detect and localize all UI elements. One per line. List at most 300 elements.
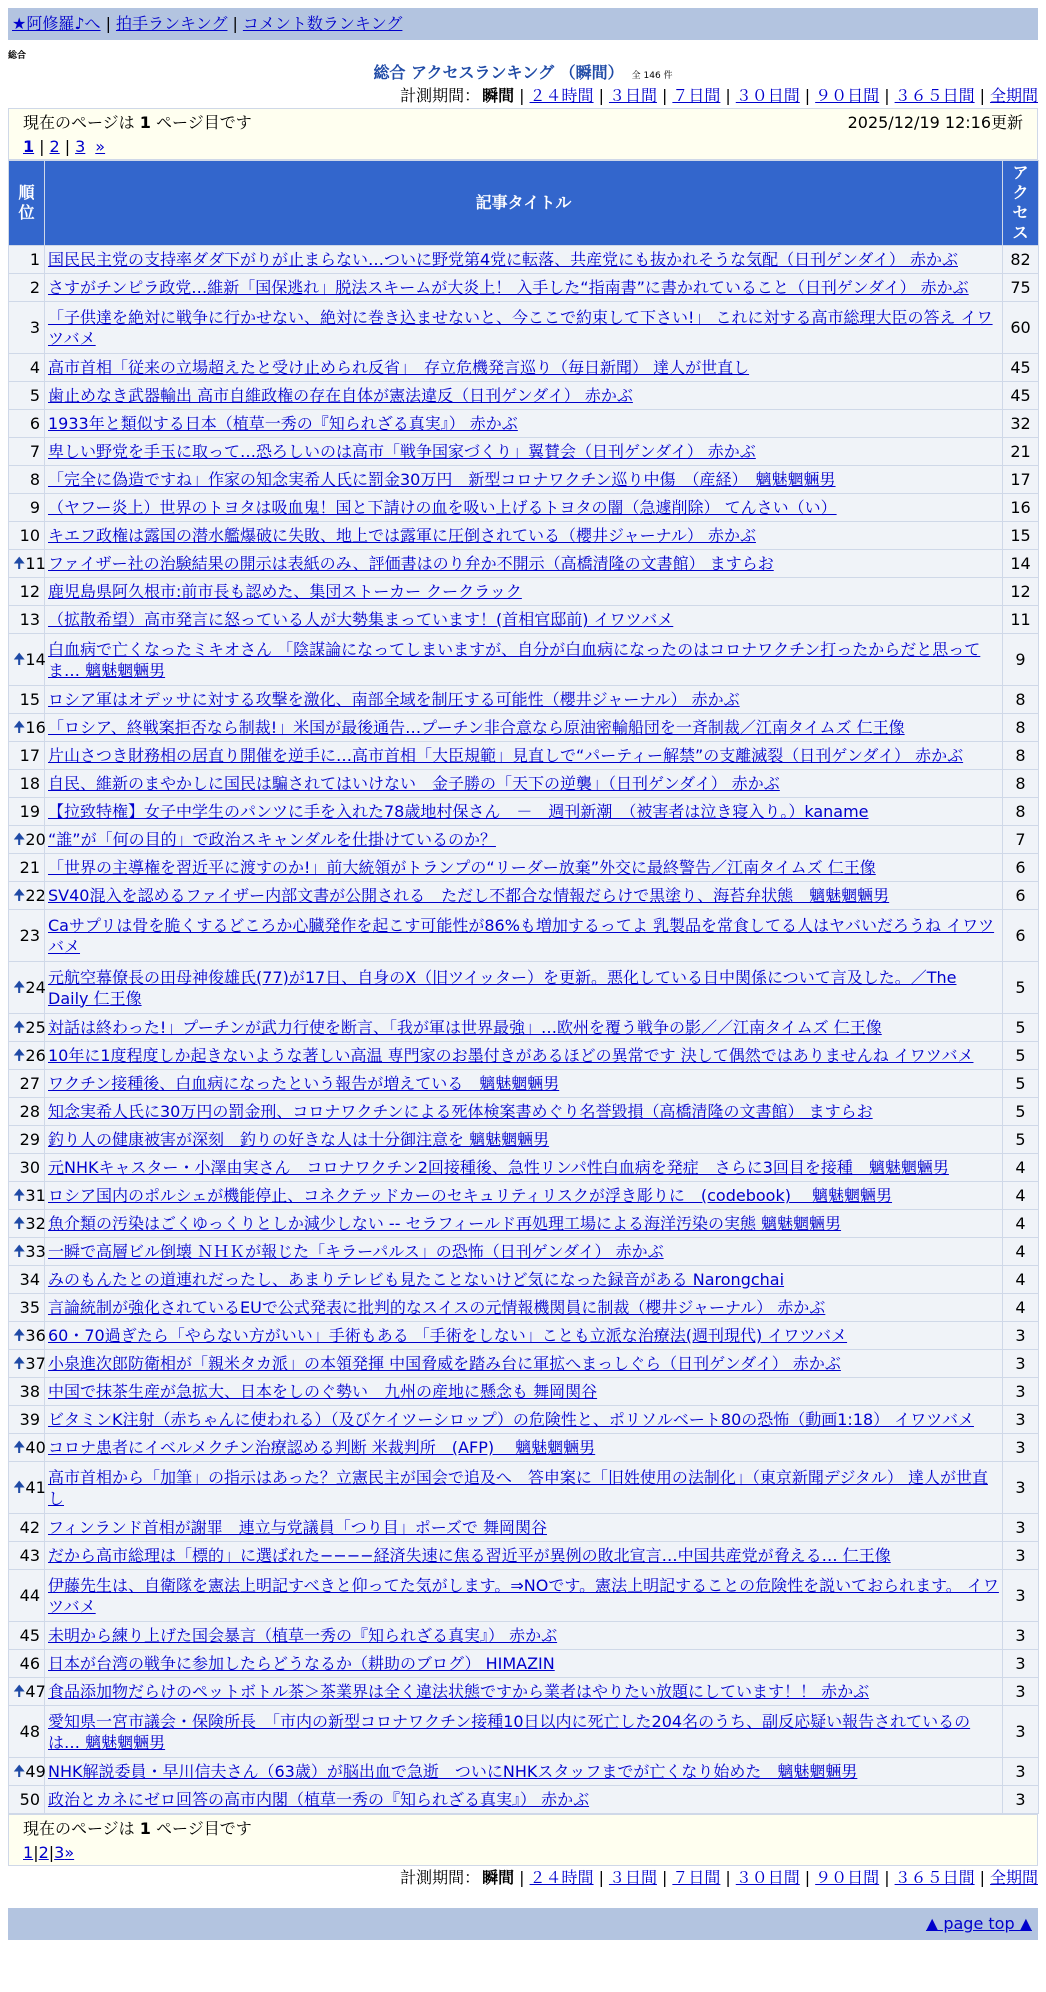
article-title-link[interactable]: ファイザー社の治験結果の開示は表紙のみ、評価書はのり弁か不開示（高橋清隆の文書館） ますらお [48, 554, 774, 573]
rank-number: 48 [19, 1722, 40, 1741]
article-title-link[interactable]: 歯止めなき武器輸出 高市自維政権の存在自体が憲法違反（日刊ゲンダイ） 赤かぶ [48, 386, 633, 405]
access-count: 8 [1003, 714, 1039, 742]
rank-cell [9, 1786, 45, 1814]
article-title-link[interactable]: Caサプリは骨を脆くするどころか心臓発作を起こす可能性が86%も増加するってよ 乳製品を常食してる人はヤバいだろうね イワツバメ [48, 915, 995, 956]
access-count: 8 [1003, 798, 1039, 826]
rank-number: 15 [19, 690, 40, 709]
period-link[interactable]: ３日間 [608, 86, 657, 105]
title-cell [45, 494, 1003, 522]
period-label: 計測期間： [400, 86, 481, 105]
table-row [9, 466, 1039, 494]
page-link[interactable]: 2 [49, 137, 60, 156]
rank-number: 34 [19, 1270, 40, 1289]
rank-cell [9, 274, 45, 302]
table-row [9, 1126, 1039, 1154]
rank-cell [9, 1622, 45, 1650]
title-cell [45, 742, 1003, 770]
access-count: 4 [1003, 1238, 1039, 1266]
table-row [9, 1070, 1039, 1098]
access-count: 9 [1003, 634, 1039, 686]
page-separator: | [64, 137, 71, 156]
rank-number: 47 [25, 1682, 46, 1701]
article-title-link[interactable]: 「完全に偽造ですね」作家の知念実希人氏に罰金30万円 新型コロナワクチン巡り中傷 （産経） 魑魅魍魎男 [48, 470, 836, 489]
title-cell [45, 1678, 1003, 1706]
rank-cell [9, 1210, 45, 1238]
article-title-link[interactable]: 日本が台湾の戦争に参加したらどうなるか（耕助のブログ） HIMAZIN [48, 1654, 555, 1673]
rank-cell [9, 714, 45, 742]
access-count: 5 [1003, 1042, 1039, 1070]
rank-number: 22 [25, 886, 46, 905]
table-row [9, 274, 1039, 302]
access-count: 5 [1003, 1070, 1039, 1098]
rank-up-arrow-icon: 🠉 [13, 1046, 26, 1064]
period-separator: | [598, 86, 604, 105]
rank-number: 27 [19, 1074, 40, 1093]
rank-cell [9, 606, 45, 634]
period-link[interactable]: ２４時間 [529, 86, 594, 105]
page-separator: | [48, 1843, 55, 1862]
rank-number: 28 [19, 1102, 40, 1121]
table-row [9, 1758, 1039, 1786]
table-row [9, 826, 1039, 854]
title-cell [45, 274, 1003, 302]
article-title-link[interactable]: 魚介類の汚染はごくゆっくりとしか減少しない -- セラフィールド再処理工場による海洋汚染の実態 魑魅魍魎男 [48, 1214, 842, 1233]
table-row [9, 494, 1039, 522]
article-title-link[interactable]: （ヤフー炎上）世界のトヨタは吸血鬼！国と下請けの血を吸い上げるトヨタの闇（急遽削除） てんさい（い） [48, 498, 837, 517]
title-cell [45, 410, 1003, 438]
period-link[interactable]: ２４時間 [529, 1868, 594, 1887]
article-title-link[interactable]: 高市首相から「加筆」の指示はあった？立憲民主が国会で追及へ 答申案に「旧姓使用の法制化」（東京新聞デジタル） 達人が世直し [48, 1467, 988, 1508]
article-title-link[interactable]: SV40混入を認めるファイザー内部文書が公開される ただし不都合な情報だらけで黒塗り、海苔弁状態 魑魅魍魎男 [48, 886, 890, 905]
period-current: 瞬間 [482, 1868, 515, 1887]
page-separator: | [33, 1843, 39, 1862]
period-link[interactable]: ９０日間 [815, 86, 880, 105]
period-link[interactable]: ７日間 [672, 1868, 721, 1887]
rank-number: 18 [19, 774, 40, 793]
article-title-link[interactable]: 国民民主党の支持率ダダ下がりが止まらない…ついに野党第4党に転落、共産党にも抜かれそうな気配（日刊ゲンダイ） 赤かぶ [48, 250, 958, 269]
rank-cell [9, 246, 45, 274]
pager-bottom [8, 1814, 1038, 1866]
title-cell [45, 382, 1003, 410]
period-separator: | [519, 1868, 525, 1887]
period-link[interactable]: ３６５日間 [894, 1868, 975, 1887]
rank-number: 31 [25, 1186, 46, 1205]
table-row [9, 1042, 1039, 1070]
page-separator: | [39, 137, 45, 156]
period-link[interactable]: 全期間 [989, 86, 1038, 105]
title-cell [45, 770, 1003, 798]
article-title-link[interactable]: ロシア国内のポルシェが機能停止、コネクテッドカーのセキュリティリスクが浮き彫りに (codebook) 魑魅魍魎男 [48, 1186, 893, 1205]
access-count: 82 [1003, 246, 1039, 274]
rank-cell [9, 634, 45, 686]
title-cell [45, 798, 1003, 826]
period-label: 計測期間： [400, 1868, 481, 1887]
rank-number: 44 [19, 1586, 40, 1605]
access-count: 5 [1003, 962, 1039, 1014]
ranking-heading [8, 62, 1038, 84]
table-row [9, 798, 1039, 826]
rank-up-arrow-icon: 🠉 [13, 1762, 26, 1780]
title-cell [45, 826, 1003, 854]
access-count: 5 [1003, 1126, 1039, 1154]
rank-number: 38 [19, 1382, 40, 1401]
page-link-current[interactable]: 1 [23, 137, 35, 156]
table-row [9, 1238, 1039, 1266]
article-title-link[interactable]: だから高市総理は「標的」に選ばれた−−−−経済失速に焦る習近平が異例の敗北宣言…中国共産党が脅える… 仁王像 [48, 1546, 891, 1565]
rank-number: 40 [25, 1438, 46, 1457]
rank-cell [9, 1758, 45, 1786]
applause-ranking-link[interactable]: 拍手ランキング [115, 14, 228, 33]
rank-number: 19 [19, 802, 40, 821]
rank-number: 6 [29, 414, 40, 433]
article-title-link[interactable]: みのもんたとの道連れだったし、あまりテレビも見たことないけど気になった録音がある Narongchai [48, 1270, 785, 1289]
title-cell [45, 246, 1003, 274]
article-title-link[interactable]: 未明から練り上げた国会暴言（植草一秀の『知られざる真実』） 赤かぶ [48, 1626, 558, 1645]
article-title-link[interactable]: NHK解説委員・早川信夫さん（63歳）が脳出血で急逝 ついにNHKスタッフまでが亡くなり始めた 魑魅魍魎男 [48, 1762, 858, 1781]
rank-cell [9, 382, 45, 410]
table-row [9, 910, 1039, 962]
access-count: 3 [1003, 1678, 1039, 1706]
rank-cell [9, 910, 45, 962]
article-title-link[interactable]: 元航空幕僚長の田母神俊雄氏(77)が17日、自身のX（旧ツイッター）を更新。悪化している日中関係について言及した。／The Daily 仁王像 [48, 967, 957, 1008]
rank-cell [9, 494, 45, 522]
rank-up-arrow-icon: 🠉 [13, 886, 26, 904]
period-separator: | [884, 86, 890, 105]
rank-number: 29 [19, 1130, 40, 1149]
rank-cell [9, 1294, 45, 1322]
article-title-link[interactable]: 【拉致特権】女子中学生のパンツに手を入れた78歳地村保さん － 週刊新潮 （被害者は泣き寝入り。）kaname [48, 802, 869, 821]
table-row [9, 382, 1039, 410]
title-cell [45, 1434, 1003, 1462]
table-row [9, 1266, 1039, 1294]
page-info-suffix: ページ目です [156, 113, 252, 132]
article-title-link[interactable]: “誰”が「何の目的」で政治スキャンダルを仕掛けているのか？ [48, 830, 496, 849]
table-row [9, 1434, 1039, 1462]
rank-number: 37 [25, 1354, 46, 1373]
title-cell [45, 302, 1003, 354]
table-row [9, 714, 1039, 742]
access-count: 5 [1003, 1014, 1039, 1042]
rank-number: 32 [25, 1214, 46, 1233]
article-title-link[interactable]: 「子供達を絶対に戦争に行かせない、絶対に巻き込ませないと、今ここで約束して下さい!」 これに対する高市総理大臣の答え イワツバメ [48, 307, 993, 348]
title-cell [45, 962, 1003, 1014]
page-info-prefix: 現在のページは [23, 1819, 135, 1838]
article-title-link[interactable]: 対話は終わった!」プーチンが武力行使を断言、「我が軍は世界最強」…欧州を覆う戦争の影／／江南タイムズ 仁王像 [48, 1018, 882, 1037]
rank-number: 50 [19, 1790, 40, 1809]
page-info-prefix: 現在のページは [23, 113, 135, 132]
article-title-link[interactable]: 言論統制が強化されているEUで公式発表に批判的なスイスの元情報機関員に制裁（櫻井ジャーナル） 赤かぶ [48, 1298, 826, 1317]
ranking-table [8, 160, 1039, 1814]
title-cell [45, 522, 1003, 550]
article-title-link[interactable]: 「ロシア、終戦案拒否なら制裁!」米国が最後通告…プーチン非合意なら原油密輸船団を一斉制裁／江南タイムズ 仁王像 [48, 718, 905, 737]
rank-up-arrow-icon: 🠉 [13, 1186, 26, 1204]
period-link[interactable]: 全期間 [989, 1868, 1038, 1887]
article-title-link[interactable]: コロナ患者にイベルメクチン治療認める判断 米裁判所 (AFP) 魑魅魍魎男 [48, 1438, 596, 1457]
period-separator: | [661, 86, 668, 105]
rank-number: 30 [19, 1158, 40, 1177]
period-separator: | [519, 86, 525, 105]
article-title-link[interactable]: キエフ政権は露国の潜水艦爆破に失敗、地上では露軍に圧倒されている（櫻井ジャーナル） 赤かぶ [48, 526, 756, 545]
rank-up-arrow-icon: 🠉 [13, 718, 26, 736]
rank-number: 33 [25, 1242, 46, 1261]
comment-ranking-link[interactable]: コメント数ランキング [242, 14, 403, 33]
rank-number: 17 [19, 746, 40, 765]
title-cell [45, 910, 1003, 962]
period-current: 瞬間 [482, 86, 515, 105]
period-separator: | [725, 86, 731, 105]
article-title-link[interactable]: 元NHKキャスター・小澤由実さん コロナワクチン2回接種後、急性リンパ性白血病を発症 さらに3回目を接種 魑魅魍魎男 [48, 1158, 949, 1177]
title-cell [45, 1266, 1003, 1294]
rank-cell [9, 1070, 45, 1098]
access-count: 14 [1003, 550, 1039, 578]
updated-timestamp: 2025/12/19 12:16更新 [847, 113, 1023, 132]
rank-up-arrow-icon: 🠉 [13, 1682, 26, 1700]
period-link[interactable]: ３日間 [608, 1868, 657, 1887]
rank-cell [9, 962, 45, 1014]
access-count: 12 [1003, 578, 1039, 606]
pagination [23, 135, 1023, 159]
bottom-bar [8, 1908, 1038, 1940]
article-title-link[interactable]: 1933年と類似する日本（植草一秀の『知られざる真実』） 赤かぶ [48, 414, 518, 433]
page-link[interactable]: 3 [75, 137, 86, 156]
page-top-link[interactable]: ▲ page top ▲ [925, 1914, 1032, 1933]
access-count: 6 [1003, 882, 1039, 910]
rank-up-arrow-icon: 🠉 [13, 1242, 26, 1260]
title-cell [45, 686, 1003, 714]
table-row [9, 854, 1039, 882]
access-count: 3 [1003, 1322, 1039, 1350]
rank-cell [9, 1238, 45, 1266]
rank-cell [9, 1266, 45, 1294]
access-count: 3 [1003, 1650, 1039, 1678]
article-title-link[interactable]: 釣り人の健康被害が深刻 釣りの好きな人は十分御注意を 魑魅魍魎男 [48, 1130, 550, 1149]
rank-number: 20 [25, 830, 46, 849]
rank-number: 39 [19, 1410, 40, 1429]
rank-cell [9, 1126, 45, 1154]
title-cell [45, 634, 1003, 686]
title-cell [45, 1514, 1003, 1542]
title-cell [45, 1406, 1003, 1434]
table-row [9, 742, 1039, 770]
article-title-link[interactable]: 白血病で亡くなったミキオさん 「陰謀論になってしまいますが、自分が白血病になったのはコロナワクチン打ったからだと思ってま… 魑魅魍魎男 [48, 639, 981, 680]
title-cell [45, 1462, 1003, 1514]
ranking-rows [9, 246, 1039, 1814]
rank-number: 25 [25, 1018, 46, 1037]
access-count: 32 [1003, 410, 1039, 438]
rank-number: 12 [19, 582, 40, 601]
rank-cell [9, 742, 45, 770]
access-count: 8 [1003, 686, 1039, 714]
access-count: 3 [1003, 1350, 1039, 1378]
rank-number: 3 [29, 318, 40, 337]
period-selector-top [8, 84, 1038, 108]
page-next-link[interactable]: » [64, 1843, 75, 1862]
table-row [9, 634, 1039, 686]
article-title-link[interactable]: 「世界の主導権を習近平に渡すのか!」前大統領がトランプの“リーダー放棄”外交に最終警告／江南タイムズ 仁王像 [48, 858, 876, 877]
access-count: 8 [1003, 742, 1039, 770]
access-count: 6 [1003, 854, 1039, 882]
table-row [9, 1378, 1039, 1406]
rank-up-arrow-icon: 🠉 [13, 1018, 26, 1036]
table-row [9, 1514, 1039, 1542]
table-row [9, 1462, 1039, 1514]
access-count: 4 [1003, 1182, 1039, 1210]
table-row [9, 1706, 1039, 1758]
rank-up-arrow-icon: 🠉 [13, 1478, 26, 1496]
access-count: 3 [1003, 1514, 1039, 1542]
page-info-suffix: ページ目です [156, 1819, 252, 1838]
period-links [514, 86, 1038, 105]
article-title-link[interactable]: 食品添加物だらけのペットボトル茶＞茶業界は全く違法状態ですから業者はやりたい放題にしています！！ 赤かぶ [48, 1682, 870, 1701]
title-cell [45, 1154, 1003, 1182]
title-cell [45, 550, 1003, 578]
table-row [9, 1650, 1039, 1678]
article-title-link[interactable]: さすがチンピラ政党…維新「国保逃れ」脱法スキームが大炎上！ 入手した“指南書”に書かれていること（日刊ゲンダイ） 赤かぶ [48, 278, 969, 297]
title-cell [45, 1098, 1003, 1126]
table-row [9, 882, 1039, 910]
access-count: 3 [1003, 1786, 1039, 1814]
access-count: 11 [1003, 606, 1039, 634]
rank-up-arrow-icon: 🠉 [13, 554, 26, 572]
period-link[interactable]: ３６５日間 [894, 86, 975, 105]
article-title-link[interactable]: 一瞬で高層ビル倒壊 ＮＨＫが報じた「キラーパルス」の恐怖（日刊ゲンダイ） 赤かぶ [48, 1242, 664, 1261]
rank-number: 1 [29, 250, 40, 269]
table-row [9, 354, 1039, 382]
table-row [9, 1294, 1039, 1322]
table-row [9, 1098, 1039, 1126]
table-row [9, 1182, 1039, 1210]
table-row [9, 1786, 1039, 1814]
access-count: 21 [1003, 438, 1039, 466]
rank-cell [9, 1322, 45, 1350]
article-title-link[interactable]: ロシア軍はオデッサに対する攻撃を激化、南部全域を制圧する可能性（櫻井ジャーナル） 赤かぶ [48, 690, 740, 709]
home-link[interactable]: ★阿修羅♪へ [12, 14, 101, 33]
table-row [9, 438, 1039, 466]
rank-number: 9 [29, 498, 40, 517]
table-row [9, 1154, 1039, 1182]
period-selector-bottom [8, 1866, 1038, 1890]
table-row [9, 1570, 1039, 1622]
access-count: 3 [1003, 1406, 1039, 1434]
page-link[interactable]: 2 [38, 1843, 49, 1862]
rank-number: 5 [29, 386, 40, 405]
rank-cell [9, 1570, 45, 1622]
period-link[interactable]: ３０日間 [735, 86, 800, 105]
article-title-link[interactable]: 卑しい野党を手玉に取って…恐ろしいのは高市「戦争国家づくり」翼賛会（日刊ゲンダイ） 赤かぶ [48, 442, 756, 461]
table-row [9, 1322, 1039, 1350]
article-title-link[interactable]: （拡散希望）高市発言に怒っている人が大勢集まっています！(首相官邸前) イワツバメ [48, 610, 674, 629]
table-row [9, 246, 1039, 274]
article-title-link[interactable]: 10年に1度程度しか起きないような著しい高温 専門家のお墨付きがあるほどの異常です 決して偶然ではありませんね イワツバメ [48, 1046, 974, 1065]
pagination [23, 1841, 1023, 1865]
table-row [9, 1542, 1039, 1570]
page-info-number: 1 [139, 1819, 151, 1838]
article-title-link[interactable]: 60・70過ぎたら「やらない方がいい」手術もある 「手術をしない」ことも立派な治療法(週刊現代) イワツバメ [48, 1326, 848, 1345]
page-link-current[interactable]: 1 [23, 1843, 34, 1862]
article-title-link[interactable]: フィンランド首相が謝罪 連立与党議員「つり目」ポーズで 舞岡関谷 [48, 1518, 548, 1537]
article-title-link[interactable]: 政治とカネにゼロ回答の高市内閣（植草一秀の『知られざる真実』） 赤かぶ [48, 1790, 590, 1809]
period-link[interactable]: ９０日間 [815, 1868, 880, 1887]
article-title-link[interactable]: 鹿児島県阿久根市:前市長も認めた、集団ストーカー クークラック [48, 582, 522, 601]
rank-cell [9, 1154, 45, 1182]
title-cell [45, 1294, 1003, 1322]
period-links [514, 1868, 1038, 1887]
title-cell [45, 1238, 1003, 1266]
title-cell [45, 354, 1003, 382]
rank-up-arrow-icon: 🠉 [13, 830, 26, 848]
rank-number: 26 [25, 1046, 46, 1065]
nav-separator: | [232, 14, 238, 33]
rank-cell [9, 1014, 45, 1042]
rank-number: 16 [25, 718, 46, 737]
page-next-link[interactable]: » [95, 137, 106, 156]
article-title-link[interactable]: 伊藤先生は、自衛隊を憲法上明記すべきと仰ってた気がします。⇒NOです。憲法上明記することの危険性を説いておられます。 イワツバメ [48, 1575, 999, 1616]
access-count: 8 [1003, 770, 1039, 798]
rank-cell [9, 1182, 45, 1210]
rank-cell [9, 410, 45, 438]
title-cell [45, 1542, 1003, 1570]
access-count: 3 [1003, 1570, 1039, 1622]
page-link[interactable]: 3 [54, 1843, 65, 1862]
table-row [9, 302, 1039, 354]
period-separator: | [725, 1868, 731, 1887]
rank-cell [9, 1378, 45, 1406]
table-row [9, 770, 1039, 798]
article-title-link[interactable]: 高市首相「従来の立場超えたと受け止められ反省」 存立危機発言巡り（毎日新聞） 達人が世直し [48, 358, 750, 377]
title-cell [45, 578, 1003, 606]
access-count: 6 [1003, 910, 1039, 962]
rank-up-arrow-icon: 🠉 [13, 1354, 26, 1372]
period-link[interactable]: ３０日間 [735, 1868, 800, 1887]
access-count: 3 [1003, 1378, 1039, 1406]
rank-number: 35 [19, 1298, 40, 1317]
article-title-link[interactable]: 知念実希人氏に30万円の罰金刑、コロナワクチンによる死体検案書めぐり名誉毀損（高橋清隆の文書館） ますらお [48, 1102, 873, 1121]
rank-number: 46 [19, 1654, 40, 1673]
table-row [9, 686, 1039, 714]
col-header-title: 記事タイトル [45, 161, 1003, 246]
rank-up-arrow-icon: 🠉 [13, 978, 26, 996]
title-cell [45, 1014, 1003, 1042]
article-title-link[interactable]: 自民、維新のまやかしに国民は騙されてはいけない 金子勝の「天下の逆襲」（日刊ゲンダイ） 赤かぶ [48, 774, 780, 793]
pager-top [8, 108, 1038, 160]
table-row [9, 410, 1039, 438]
article-title-link[interactable]: 片山さつき財務相の居直り開催を逆手に…高市首相「大臣規範」見直しで“パーティー解禁”の支離滅裂（日刊ゲンダイ） 赤かぶ [48, 746, 964, 765]
article-title-link[interactable]: ワクチン接種後、白血病になったという報告が増えている 魑魅魍魎男 [48, 1074, 560, 1093]
rank-cell [9, 1098, 45, 1126]
period-separator: | [979, 86, 985, 105]
rank-up-arrow-icon: 🠉 [13, 1214, 26, 1232]
table-row [9, 962, 1039, 1014]
article-title-link[interactable]: 小泉進次郎防衛相が「親米タカ派」の本領発揮 中国脅威を踏み台に軍拡へまっしぐら（日刊ゲンダイ） 赤かぶ [48, 1354, 841, 1373]
article-title-link[interactable]: 愛知県一宮市議会・保険所長 「市内の新型コロナワクチン接種10日以内に死亡した204名のうち、副反応疑い報告されているのは… 魑魅魍魎男 [48, 1711, 971, 1752]
title-cell [45, 1378, 1003, 1406]
rank-cell [9, 1042, 45, 1070]
rank-number: 14 [25, 650, 46, 669]
period-link[interactable]: ７日間 [672, 86, 721, 105]
title-cell [45, 854, 1003, 882]
rank-number: 45 [19, 1626, 40, 1645]
article-title-link[interactable]: ビタミンK注射（赤ちゃんに使われる）（及びケイツーシロップ）の危険性と、ポリソルベート80の恐怖（動画1:18） イワツバメ [48, 1410, 974, 1429]
rank-number: 49 [25, 1762, 46, 1781]
rank-cell [9, 1542, 45, 1570]
rank-up-arrow-icon: 🠉 [13, 1326, 26, 1344]
table-row [9, 550, 1039, 578]
rank-number: 10 [19, 526, 40, 545]
page-info-number: 1 [139, 113, 151, 132]
article-title-link[interactable]: 中国で抹茶生産が急拡大、日本をしのぐ勢い 九州の産地に懸念も 舞岡関谷 [48, 1382, 598, 1401]
access-count: 3 [1003, 1462, 1039, 1514]
rank-cell [9, 826, 45, 854]
